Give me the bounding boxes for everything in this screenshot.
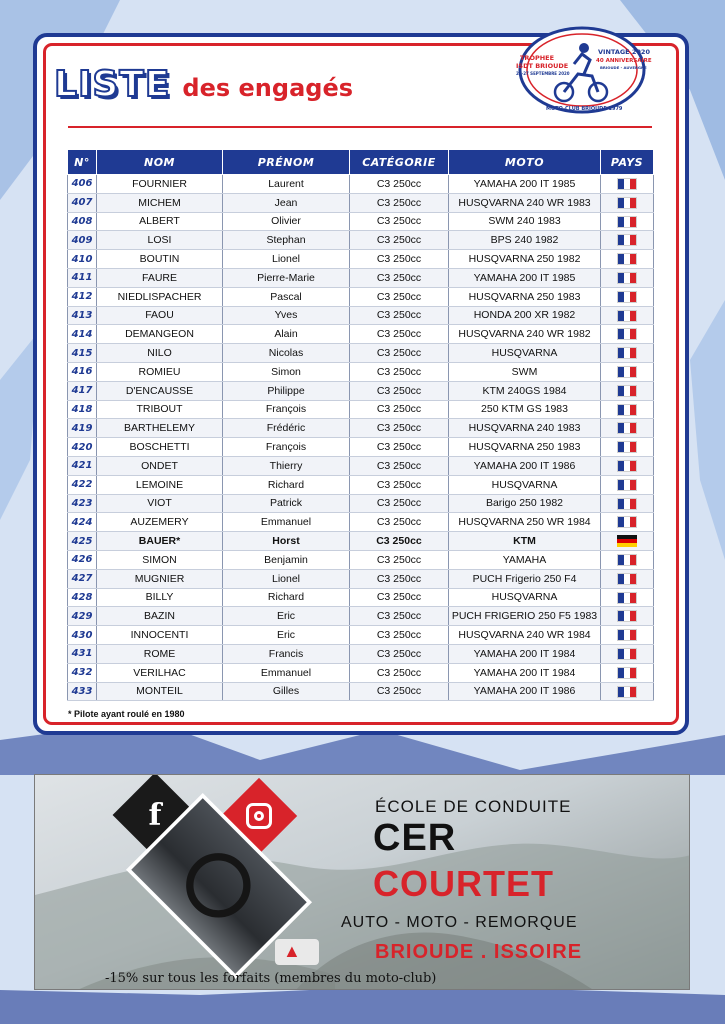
cell-prenom: Stephan	[223, 231, 350, 250]
france-flag-icon	[617, 592, 637, 604]
cell-categorie: C3 250cc	[350, 193, 449, 212]
col-header-categorie: CATÉGORIE	[350, 150, 449, 175]
cell-nom: ROME	[97, 644, 223, 663]
cell-categorie: C3 250cc	[350, 325, 449, 344]
cell-moto: YAMAHA 200 IT 1984	[449, 663, 601, 682]
ad-brand-courtet: COURTET	[373, 863, 554, 904]
cell-pays	[601, 212, 654, 231]
cell-num: 417	[68, 381, 97, 400]
table-row	[68, 588, 654, 607]
cell-categorie: C3 250cc	[350, 569, 449, 588]
cell-nom: BILLY	[97, 588, 223, 607]
title-divider	[68, 126, 652, 128]
cell-nom: BAUER*	[97, 532, 223, 551]
cell-moto: PUCH Frigerio 250 F4	[449, 569, 601, 588]
cell-num: 431	[68, 644, 97, 663]
cell-prenom: Lionel	[223, 569, 350, 588]
table-row	[68, 513, 654, 532]
table-row	[68, 532, 654, 551]
table-row	[68, 193, 654, 212]
germany-flag-icon	[617, 535, 637, 547]
table-row	[68, 644, 654, 663]
cell-prenom: Francis	[223, 644, 350, 663]
instagram-glyph	[246, 803, 272, 829]
cell-pays	[601, 626, 654, 645]
cell-nom: MICHEM	[97, 193, 223, 212]
cell-pays	[601, 644, 654, 663]
cell-categorie: C3 250cc	[350, 344, 449, 363]
cell-prenom: Simon	[223, 362, 350, 381]
cell-pays	[601, 569, 654, 588]
cell-num: 413	[68, 306, 97, 325]
cell-num: 427	[68, 569, 97, 588]
france-flag-icon	[617, 554, 637, 566]
cell-moto: KTM 240GS 1984	[449, 381, 601, 400]
cell-nom: AUZEMERY	[97, 513, 223, 532]
cell-prenom: Benjamin	[223, 550, 350, 569]
cell-moto: YAMAHA 200 IT 1984	[449, 644, 601, 663]
event-badge-logo	[512, 24, 652, 120]
cell-moto: HONDA 200 XR 1982	[449, 306, 601, 325]
france-flag-icon	[617, 197, 637, 209]
table-row	[68, 344, 654, 363]
cell-categorie: C3 250cc	[350, 268, 449, 287]
cell-num: 422	[68, 475, 97, 494]
cell-num: 414	[68, 325, 97, 344]
table-row	[68, 550, 654, 569]
cell-nom: BAZIN	[97, 607, 223, 626]
thumbs-up-icon: ▲	[275, 939, 319, 965]
cell-num: 416	[68, 362, 97, 381]
table-row	[68, 325, 654, 344]
cell-num: 419	[68, 419, 97, 438]
table-row	[68, 287, 654, 306]
france-flag-icon	[617, 667, 637, 679]
cell-moto: HUSQVARNA	[449, 588, 601, 607]
footnote: * Pilote ayant roulé en 1980	[68, 709, 185, 719]
cell-categorie: C3 250cc	[350, 438, 449, 457]
cell-nom: BOSCHETTI	[97, 438, 223, 457]
france-flag-icon	[617, 253, 637, 265]
cell-moto: PUCH FRIGERIO 250 F5 1983	[449, 607, 601, 626]
cell-num: 430	[68, 626, 97, 645]
cell-nom: ROMIEU	[97, 362, 223, 381]
cell-pays	[601, 362, 654, 381]
cell-moto: HUSQVARNA 240 WR 1983	[449, 193, 601, 212]
cell-pays	[601, 550, 654, 569]
cell-categorie: C3 250cc	[350, 381, 449, 400]
cell-prenom: Philippe	[223, 381, 350, 400]
cell-pays	[601, 381, 654, 400]
france-flag-icon	[617, 310, 637, 322]
cell-categorie: C3 250cc	[350, 550, 449, 569]
cell-nom: FOURNIER	[97, 175, 223, 194]
cell-categorie: C3 250cc	[350, 682, 449, 701]
cell-prenom: Emmanuel	[223, 513, 350, 532]
cell-num: 424	[68, 513, 97, 532]
cell-categorie: C3 250cc	[350, 250, 449, 269]
badge-line1: TROPHEE	[520, 54, 555, 62]
cell-nom: BARTHELEMY	[97, 419, 223, 438]
cell-nom: DEMANGEON	[97, 325, 223, 344]
cell-categorie: C3 250cc	[350, 419, 449, 438]
cell-nom: D'ENCAUSSE	[97, 381, 223, 400]
cell-pays	[601, 325, 654, 344]
cell-pays	[601, 400, 654, 419]
france-flag-icon	[617, 422, 637, 434]
cell-moto: HUSQVARNA 240 WR 1982	[449, 325, 601, 344]
ad-locations: BRIOUDE . ISSOIRE	[375, 941, 583, 963]
france-flag-icon	[617, 629, 637, 641]
cell-moto: HUSQVARNA	[449, 475, 601, 494]
cell-prenom: Horst	[223, 532, 350, 551]
cell-nom: TRIBOUT	[97, 400, 223, 419]
driving-school-ad	[34, 774, 690, 990]
france-flag-icon	[617, 347, 637, 359]
cell-moto: SWM 240 1983	[449, 212, 601, 231]
cell-moto: YAMAHA 200 IT 1985	[449, 175, 601, 194]
cell-moto: 250 KTM GS 1983	[449, 400, 601, 419]
cell-moto: Barigo 250 1982	[449, 494, 601, 513]
cell-num: 425	[68, 532, 97, 551]
cell-prenom: Richard	[223, 588, 350, 607]
cell-prenom: Emmanuel	[223, 663, 350, 682]
table-row	[68, 400, 654, 419]
table-row	[68, 306, 654, 325]
cell-nom: ALBERT	[97, 212, 223, 231]
table-row	[68, 475, 654, 494]
cell-nom: MONTEIL	[97, 682, 223, 701]
cell-prenom: Pascal	[223, 287, 350, 306]
cell-prenom: Richard	[223, 475, 350, 494]
table-row	[68, 607, 654, 626]
cell-categorie: C3 250cc	[350, 400, 449, 419]
cell-num: 410	[68, 250, 97, 269]
cell-pays	[601, 588, 654, 607]
cell-pays	[601, 532, 654, 551]
cell-pays	[601, 175, 654, 194]
cell-nom: BOUTIN	[97, 250, 223, 269]
cell-num: 411	[68, 268, 97, 287]
france-flag-icon	[617, 573, 637, 585]
ad-discount: -15% sur tous les forfaits (membres du moto-club)	[105, 971, 437, 986]
cell-moto: KTM	[449, 532, 601, 551]
entries-table	[67, 149, 654, 701]
france-flag-icon	[617, 216, 637, 228]
cell-nom: INNOCENTI	[97, 626, 223, 645]
cell-prenom: Eric	[223, 607, 350, 626]
ad-brand-cer: CER	[373, 817, 457, 859]
cell-num: 420	[68, 438, 97, 457]
cell-num: 407	[68, 193, 97, 212]
cell-num: 423	[68, 494, 97, 513]
table-row	[68, 212, 654, 231]
france-flag-icon	[617, 234, 637, 246]
cell-prenom: Frédéric	[223, 419, 350, 438]
cell-num: 409	[68, 231, 97, 250]
cell-pays	[601, 250, 654, 269]
cell-moto: BPS 240 1982	[449, 231, 601, 250]
cell-categorie: C3 250cc	[350, 626, 449, 645]
cell-num: 408	[68, 212, 97, 231]
cell-nom: MUGNIER	[97, 569, 223, 588]
cell-prenom: François	[223, 438, 350, 457]
cell-num: 428	[68, 588, 97, 607]
cell-prenom: Laurent	[223, 175, 350, 194]
col-header-prenom: PRÉNOM	[223, 150, 350, 175]
cell-pays	[601, 513, 654, 532]
table-row	[68, 626, 654, 645]
france-flag-icon	[617, 479, 637, 491]
cell-prenom: Olivier	[223, 212, 350, 231]
cell-num: 412	[68, 287, 97, 306]
cell-nom: VIOT	[97, 494, 223, 513]
table-row	[68, 438, 654, 457]
cell-prenom: Alain	[223, 325, 350, 344]
cell-prenom: Thierry	[223, 456, 350, 475]
badge-line6: BRIOUDE - AUVERGNE	[600, 65, 647, 70]
table-row	[68, 569, 654, 588]
cell-prenom: Yves	[223, 306, 350, 325]
cell-moto: HUSQVARNA 240 WR 1984	[449, 626, 601, 645]
table-row	[68, 419, 654, 438]
cell-nom: FAURE	[97, 268, 223, 287]
table-header-row	[68, 150, 654, 175]
cell-categorie: C3 250cc	[350, 607, 449, 626]
france-flag-icon	[617, 328, 637, 340]
france-flag-icon	[617, 385, 637, 397]
cell-num: 432	[68, 663, 97, 682]
ad-services: AUTO - MOTO - REMORQUE	[341, 914, 578, 931]
table-row	[68, 494, 654, 513]
cell-prenom: François	[223, 400, 350, 419]
cell-prenom: Pierre-Marie	[223, 268, 350, 287]
cell-prenom: Jean	[223, 193, 350, 212]
badge-line5: 40 ANNIVERSAIRE	[596, 58, 652, 64]
cell-moto: HUSQVARNA 240 1983	[449, 419, 601, 438]
cell-categorie: C3 250cc	[350, 175, 449, 194]
cell-categorie: C3 250cc	[350, 513, 449, 532]
france-flag-icon	[617, 404, 637, 416]
table-row	[68, 268, 654, 287]
table-row	[68, 682, 654, 701]
col-header-moto: MOTO	[449, 150, 601, 175]
cell-moto: SWM	[449, 362, 601, 381]
cell-pays	[601, 456, 654, 475]
cell-pays	[601, 494, 654, 513]
table-row	[68, 231, 654, 250]
cell-prenom: Lionel	[223, 250, 350, 269]
cell-nom: VERILHAC	[97, 663, 223, 682]
cell-categorie: C3 250cc	[350, 663, 449, 682]
cell-prenom: Eric	[223, 626, 350, 645]
cell-nom: LEMOINE	[97, 475, 223, 494]
cell-num: 415	[68, 344, 97, 363]
title-main: LISTE	[54, 64, 171, 105]
facebook-glyph: f	[148, 797, 162, 833]
table-row	[68, 663, 654, 682]
steering-wheel-icon	[173, 840, 264, 931]
france-flag-icon	[617, 291, 637, 303]
col-header-num: N°	[68, 150, 97, 175]
cell-nom: SIMON	[97, 550, 223, 569]
cell-categorie: C3 250cc	[350, 231, 449, 250]
cell-categorie: C3 250cc	[350, 588, 449, 607]
france-flag-icon	[617, 516, 637, 528]
cell-pays	[601, 231, 654, 250]
table-row	[68, 175, 654, 194]
col-header-nom: NOM	[97, 150, 223, 175]
cell-moto: HUSQVARNA 250 1983	[449, 438, 601, 457]
cell-pays	[601, 287, 654, 306]
cell-moto: HUSQVARNA 250 1982	[449, 250, 601, 269]
cell-pays	[601, 682, 654, 701]
cell-moto: HUSQVARNA	[449, 344, 601, 363]
table-row	[68, 362, 654, 381]
france-flag-icon	[617, 272, 637, 284]
badge-line3: 26-27 SEPTEMBRE 2020	[516, 71, 570, 76]
cell-moto: YAMAHA 200 IT 1986	[449, 682, 601, 701]
cell-pays	[601, 193, 654, 212]
table-row	[68, 250, 654, 269]
badge-line4: VINTAGE 2020	[598, 48, 650, 56]
cell-prenom: Nicolas	[223, 344, 350, 363]
cell-nom: NIEDLISPACHER	[97, 287, 223, 306]
cell-pays	[601, 475, 654, 494]
cell-categorie: C3 250cc	[350, 644, 449, 663]
cell-moto: YAMAHA 200 IT 1985	[449, 268, 601, 287]
cell-prenom: Gilles	[223, 682, 350, 701]
ad-school-label: ÉCOLE DE CONDUITE	[375, 797, 572, 816]
title-sub: des engagés	[182, 74, 353, 102]
badge-line7: MOTO-CLUB BRIOUDE 1979	[546, 106, 623, 112]
france-flag-icon	[617, 460, 637, 472]
cell-num: 421	[68, 456, 97, 475]
france-flag-icon	[617, 610, 637, 622]
france-flag-icon	[617, 366, 637, 378]
cell-categorie: C3 250cc	[350, 494, 449, 513]
cell-categorie: C3 250cc	[350, 362, 449, 381]
cell-nom: ONDET	[97, 456, 223, 475]
cell-categorie: C3 250cc	[350, 475, 449, 494]
france-flag-icon	[617, 648, 637, 660]
page-title	[54, 64, 353, 114]
cell-moto: HUSQVARNA 250 1983	[449, 287, 601, 306]
cell-pays	[601, 419, 654, 438]
cell-pays	[601, 663, 654, 682]
cell-categorie: C3 250cc	[350, 306, 449, 325]
france-flag-icon	[617, 441, 637, 453]
table-row	[68, 381, 654, 400]
cell-num: 433	[68, 682, 97, 701]
cell-num: 426	[68, 550, 97, 569]
cell-num: 418	[68, 400, 97, 419]
col-header-pays: PAYS	[601, 150, 654, 175]
france-flag-icon	[617, 498, 637, 510]
france-flag-icon	[617, 686, 637, 698]
cell-num: 429	[68, 607, 97, 626]
cell-moto: HUSQVARNA 250 WR 1984	[449, 513, 601, 532]
table-row	[68, 456, 654, 475]
cell-pays	[601, 344, 654, 363]
france-flag-icon	[617, 178, 637, 190]
badge-line2: ISDT BRIOUDE	[516, 62, 569, 70]
cell-pays	[601, 306, 654, 325]
cell-moto: YAMAHA	[449, 550, 601, 569]
cell-categorie: C3 250cc	[350, 287, 449, 306]
cell-pays	[601, 438, 654, 457]
cell-categorie: C3 250cc	[350, 212, 449, 231]
cell-nom: NILO	[97, 344, 223, 363]
cell-categorie: C3 250cc	[350, 456, 449, 475]
cell-pays	[601, 607, 654, 626]
cell-nom: LOSI	[97, 231, 223, 250]
cell-nom: FAOU	[97, 306, 223, 325]
cell-moto: YAMAHA 200 IT 1986	[449, 456, 601, 475]
cell-num: 406	[68, 175, 97, 194]
cell-prenom: Patrick	[223, 494, 350, 513]
cell-categorie: C3 250cc	[350, 532, 449, 551]
cell-pays	[601, 268, 654, 287]
